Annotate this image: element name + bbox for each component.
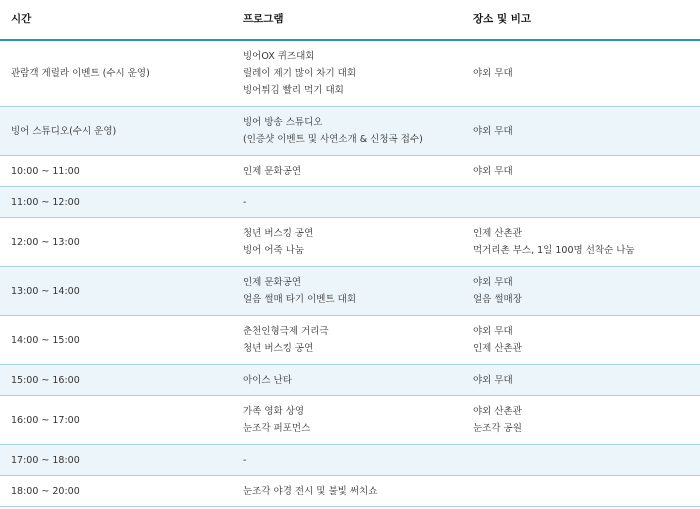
program-cell bbox=[243, 218, 313, 266]
table-header bbox=[0, 0, 700, 41]
program-cell bbox=[243, 365, 292, 395]
program-cell-line: 청년 버스킹 공연 bbox=[243, 228, 314, 239]
time-cell bbox=[11, 365, 80, 395]
time-text: 18:00 ~ 20:00 bbox=[11, 485, 80, 497]
program-cell-line: 빙어 방송 스튜디오 bbox=[243, 117, 323, 128]
place-cell bbox=[473, 156, 513, 186]
program-cell-line: 빙어OX 퀴즈대회 bbox=[243, 51, 315, 62]
table-row bbox=[0, 445, 700, 476]
place-cell bbox=[473, 267, 522, 315]
table-body bbox=[0, 41, 700, 507]
table-row bbox=[0, 365, 700, 396]
place-cell-line: 야외 무대 bbox=[473, 277, 513, 288]
program-cell bbox=[243, 187, 246, 217]
time-cell bbox=[11, 107, 116, 155]
time-text: 관람객 게릴라 이벤트 (수시 운영) bbox=[11, 68, 150, 79]
time-cell bbox=[11, 445, 80, 475]
place-cell-line: 야외 무대 bbox=[473, 125, 513, 137]
time-cell bbox=[11, 156, 80, 186]
table-row bbox=[0, 187, 700, 218]
table-row bbox=[0, 476, 700, 507]
program-cell bbox=[243, 107, 423, 155]
place-cell-line: 얼음 썰매장 bbox=[473, 294, 522, 305]
place-cell-line: 인제 산촌관 bbox=[473, 343, 522, 354]
time-text: 15:00 ~ 16:00 bbox=[11, 374, 80, 386]
program-cell bbox=[243, 156, 301, 186]
program-cell-line: - bbox=[243, 196, 247, 208]
program-cell-line: 빙어튀김 빨리 먹기 대회 bbox=[243, 85, 344, 96]
table-row bbox=[0, 396, 700, 445]
place-cell-line: 먹거리촌 부스, 1일 100명 선착순 나눔 bbox=[473, 245, 635, 256]
place-cell-line: 야외 무대 bbox=[473, 165, 513, 177]
place-cell bbox=[473, 396, 522, 444]
program-cell-line: 눈조각 퍼포먼스 bbox=[243, 423, 311, 434]
place-cell-line: 인제 산촌관 bbox=[473, 228, 522, 239]
time-cell bbox=[11, 218, 80, 266]
table-row bbox=[0, 156, 700, 187]
time-cell bbox=[11, 396, 80, 444]
time-text: 12:00 ~ 13:00 bbox=[11, 236, 80, 248]
program-cell-line: 인제 문화공연 bbox=[243, 165, 302, 177]
place-cell bbox=[473, 316, 522, 364]
time-text: 13:00 ~ 14:00 bbox=[11, 285, 80, 297]
program-cell-line: 눈조각 야경 전시 및 불빛 써치쇼 bbox=[243, 485, 378, 497]
program-cell-line: 인제 문화공연 bbox=[243, 277, 302, 288]
program-cell-line: 릴레이 제기 많이 차기 대회 bbox=[243, 68, 357, 79]
program-cell bbox=[243, 267, 356, 315]
place-cell-line: 야외 무대 bbox=[473, 374, 513, 386]
place-cell-line: 눈조각 공원 bbox=[473, 423, 522, 434]
program-cell-line: 가족 영화 상영 bbox=[243, 406, 305, 417]
program-cell bbox=[243, 445, 246, 475]
time-cell bbox=[11, 316, 80, 364]
header-place: 장소 및 비고 bbox=[473, 13, 532, 25]
place-cell bbox=[473, 218, 635, 266]
program-cell-line: 춘천인형극제 거리극 bbox=[243, 326, 329, 337]
time-cell bbox=[11, 267, 80, 315]
place-cell bbox=[473, 41, 513, 106]
time-cell bbox=[11, 476, 80, 506]
time-text: 16:00 ~ 17:00 bbox=[11, 414, 80, 426]
table-row bbox=[0, 267, 700, 316]
place-cell bbox=[473, 107, 513, 155]
program-cell-line: 아이스 난타 bbox=[243, 374, 292, 386]
program-cell-line: (인증샷 이벤트 및 사연소개 & 신청곡 접수) bbox=[243, 134, 423, 145]
table-row bbox=[0, 316, 700, 365]
place-cell-line: 야외 산촌관 bbox=[473, 406, 522, 417]
table-row bbox=[0, 107, 700, 156]
program-cell-line: 얼음 썰매 타기 이벤트 대회 bbox=[243, 294, 357, 305]
program-cell-line: 청년 버스킹 공연 bbox=[243, 343, 314, 354]
program-cell bbox=[243, 396, 310, 444]
program-cell bbox=[243, 476, 377, 506]
time-cell bbox=[11, 187, 80, 217]
time-text: 빙어 스튜디오(수시 운영) bbox=[11, 125, 117, 137]
time-text: 17:00 ~ 18:00 bbox=[11, 454, 80, 466]
program-cell bbox=[243, 41, 356, 106]
table-row bbox=[0, 41, 700, 107]
time-text: 14:00 ~ 15:00 bbox=[11, 334, 80, 346]
program-cell-line: 빙어 어죽 나눔 bbox=[243, 245, 305, 256]
header-time: 시간 bbox=[11, 13, 32, 25]
place-cell-line: 야외 무대 bbox=[473, 326, 513, 337]
time-text: 10:00 ~ 11:00 bbox=[11, 165, 80, 177]
time-cell bbox=[11, 41, 150, 106]
time-text: 11:00 ~ 12:00 bbox=[11, 196, 80, 208]
program-cell bbox=[243, 316, 329, 364]
place-cell-line: 야외 무대 bbox=[473, 68, 513, 79]
place-cell bbox=[473, 365, 513, 395]
program-cell-line: - bbox=[243, 454, 247, 466]
table-row bbox=[0, 218, 700, 267]
header-program: 프로그램 bbox=[243, 13, 284, 25]
